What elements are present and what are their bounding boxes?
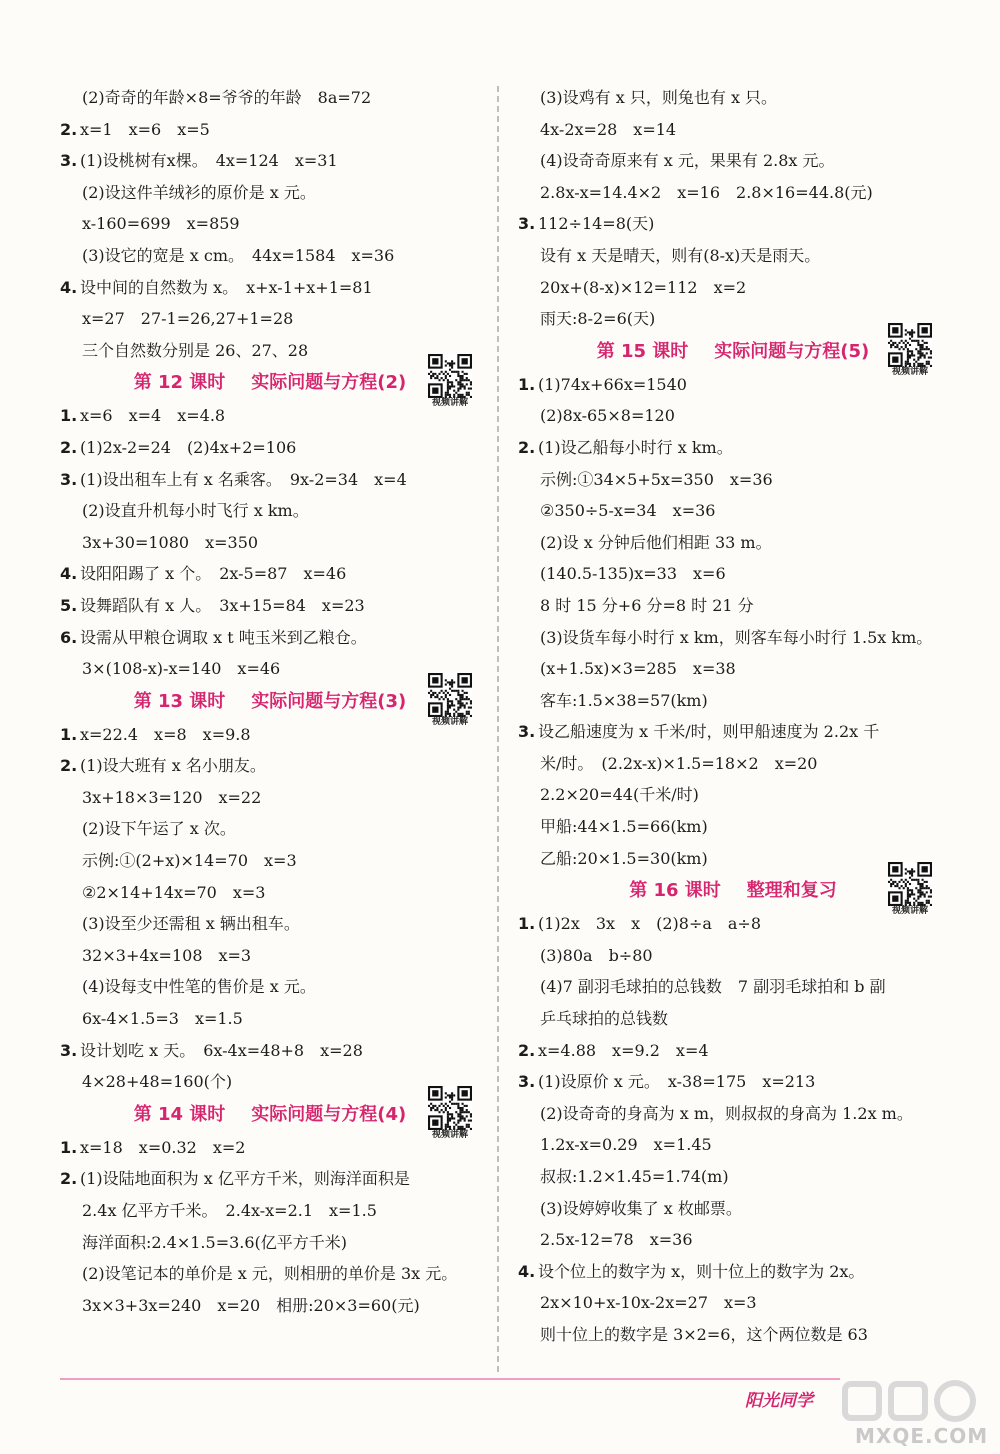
answer-line xyxy=(60,1195,480,1227)
answer-text: 3x+18×3=120 x=22 xyxy=(82,787,262,807)
watermark-text: MXQE.COM xyxy=(855,1424,989,1448)
left-column xyxy=(60,82,480,1321)
answer-line xyxy=(518,527,948,559)
answer-text: 8 时 15 分+6 分=8 时 21 分 xyxy=(540,595,754,615)
answer-text: (1)设大班有 x 名小朋友。 xyxy=(80,756,266,776)
qr-label: 视频讲解 xyxy=(891,906,928,917)
answer-text: (140.5-135)x=33 x=6 xyxy=(540,564,726,584)
answer-text: 20x+(8-x)×12=112 x=2 xyxy=(540,277,747,297)
answer-line xyxy=(518,811,948,843)
answer-text: (1)设原价 x 元。 x-38=175 x=213 xyxy=(538,1072,816,1092)
question-number: 2. xyxy=(60,1169,78,1189)
answer-line xyxy=(518,208,948,240)
answer-text: 海洋面积:2.4×1.5=3.6(亿平方千米) xyxy=(82,1232,348,1252)
question-number: 2. xyxy=(60,119,78,139)
answer-text: (2)设直升机每小时飞行 x km。 xyxy=(82,501,309,521)
answer-line xyxy=(60,335,480,367)
question-number: 1. xyxy=(60,724,78,744)
answer-line xyxy=(60,1035,480,1067)
qr-code-icon xyxy=(428,673,472,717)
answer-line xyxy=(60,400,480,432)
answer-line xyxy=(60,527,480,559)
question-number: 6. xyxy=(60,627,78,647)
answer-line xyxy=(518,464,948,496)
answer-line xyxy=(60,1066,480,1098)
answer-text: ②2×14+14x=70 x=3 xyxy=(82,882,266,902)
answer-line xyxy=(60,208,480,240)
answer-line xyxy=(518,1098,948,1130)
answer-text: (4)设奇奇原来有 x 元，果果有 2.8x 元。 xyxy=(540,151,835,171)
answer-text: 3x×3+3x=240 x=20 相册:20×3=60(元) xyxy=(82,1295,420,1315)
answer-text: 乙船:20×1.5=30(km) xyxy=(540,848,708,868)
answer-text: (2)8x-65×8=120 xyxy=(540,406,675,426)
answer-line xyxy=(518,779,948,811)
answer-line xyxy=(518,653,948,685)
answer-line xyxy=(60,177,480,209)
answer-text: 4×28+48=160(个) xyxy=(82,1072,233,1092)
answer-text: (3)80a b÷80 xyxy=(540,945,653,965)
qr-code-icon xyxy=(428,1086,472,1130)
answer-line xyxy=(518,971,948,1003)
answer-line xyxy=(60,432,480,464)
lesson-heading xyxy=(518,874,948,917)
question-number: 3. xyxy=(60,469,78,489)
answer-line xyxy=(518,145,948,177)
question-number: 3. xyxy=(518,722,536,742)
answer-text: 设乙船速度为 x 千米/时，则甲船速度为 2.2x 千 xyxy=(538,722,880,742)
answer-text: (1)2x 3x x (2)8÷a a÷8 xyxy=(538,914,762,934)
lesson-number: 第 16 课时 xyxy=(629,880,721,902)
question-number: 3. xyxy=(60,1040,78,1060)
answer-text: 设中间的自然数为 x。 x+x-1+x+1=81 xyxy=(80,277,373,297)
answer-line xyxy=(60,653,480,685)
answer-text: x=1 x=6 x=5 xyxy=(80,119,210,139)
answer-text: 客车:1.5×38=57(km) xyxy=(540,690,708,710)
watermark xyxy=(835,1378,995,1448)
answer-line xyxy=(60,464,480,496)
lesson-title: 整理和复习 xyxy=(746,880,837,902)
answer-line xyxy=(60,1163,480,1195)
right-column xyxy=(518,82,948,1351)
qr-label: 视频讲解 xyxy=(431,398,468,409)
answer-text: 2.4x 亿平方千米。 2.4x-x=2.1 x=1.5 xyxy=(82,1201,377,1220)
answer-line xyxy=(60,908,480,940)
lesson-heading xyxy=(60,685,480,727)
qr-label: 视频讲解 xyxy=(891,366,928,377)
answer-line xyxy=(518,1066,948,1098)
answer-text: 示例:①(2+x)×14=70 x=3 xyxy=(82,851,297,871)
answer-line xyxy=(60,272,480,304)
answer-line xyxy=(518,716,948,748)
question-number: 2. xyxy=(60,437,78,457)
answer-line xyxy=(60,782,480,814)
answer-line xyxy=(60,813,480,845)
answer-text: 3x+30=1080 x=350 xyxy=(82,532,259,552)
question-number: 1. xyxy=(60,1137,78,1157)
column-divider xyxy=(497,86,499,1372)
answer-text: 4x-2x=28 x=14 xyxy=(540,119,677,139)
answer-line xyxy=(518,366,948,401)
answer-text: (2)设这件羊绒衫的原价是 x 元。 xyxy=(82,182,316,202)
answer-line xyxy=(60,877,480,909)
lesson-title: 实际问题与方程(5) xyxy=(714,340,870,362)
answer-line xyxy=(518,1193,948,1225)
answer-line xyxy=(60,82,480,114)
answer-line xyxy=(518,1319,948,1351)
answer-text: x=18 x=0.32 x=2 xyxy=(80,1137,246,1157)
answer-line xyxy=(60,558,480,590)
lesson-title: 实际问题与方程(3) xyxy=(251,690,407,712)
answer-text: 6x-4×1.5=3 x=1.5 xyxy=(82,1009,243,1029)
answer-text: 32×3+4x=108 x=3 xyxy=(82,945,252,965)
answer-text: 设有 x 天是晴天，则有(8-x)天是雨天。 xyxy=(540,245,821,265)
answer-line xyxy=(518,590,948,622)
answer-line xyxy=(60,716,480,751)
answer-line xyxy=(60,1290,480,1322)
answer-text: 2.2×20=44(千米/时) xyxy=(540,785,699,805)
answer-text: (3)设货车每小时行 x km，则客车每小时行 1.5x km。 xyxy=(540,627,933,647)
answer-text: (2)设笔记本的单价是 x 元，则相册的单价是 3x 元。 xyxy=(82,1264,458,1284)
answer-text: (1)2x-2=24 (2)4x+2=106 xyxy=(80,437,297,457)
answer-text: 3×(108-x)-x=140 x=46 xyxy=(82,659,281,679)
answer-text: 叔叔:1.2×1.45=1.74(m) xyxy=(540,1167,729,1186)
answer-line xyxy=(518,558,948,590)
answer-text: 设阳阳踢了 x 个。 2x-5=87 x=46 xyxy=(80,564,347,584)
answer-text: (2)奇奇的年龄×8=爷爷的年龄 8a=72 xyxy=(82,88,372,107)
brand-logo: 阳光同学 xyxy=(745,1391,813,1411)
answer-text: (1)设乙船每小时行 x km。 xyxy=(538,437,733,457)
answer-text: (1)74x+66x=1540 xyxy=(538,374,687,394)
question-number: 4. xyxy=(60,277,78,297)
answer-line xyxy=(60,845,480,877)
answer-line xyxy=(518,114,948,146)
answer-line xyxy=(60,145,480,177)
question-number: 3. xyxy=(518,1072,536,1092)
answer-text: (x+1.5x)×3=285 x=38 xyxy=(540,659,736,679)
answer-text: 2.8x-x=14.4×2 x=16 2.8×16=44.8(元) xyxy=(540,182,873,202)
answer-text: 1.2x-x=0.29 x=1.45 xyxy=(540,1135,712,1155)
answer-line xyxy=(60,750,480,782)
answer-line xyxy=(518,1161,948,1193)
answer-line xyxy=(518,400,948,432)
question-number: 3. xyxy=(518,214,536,234)
answer-text: x=22.4 x=8 x=9.8 xyxy=(80,724,251,744)
question-number: 5. xyxy=(60,595,78,615)
answer-text: 米/时。 (2.2x-x)×1.5=18×2 x=20 xyxy=(540,753,818,773)
question-number: 1. xyxy=(518,914,536,934)
answer-line xyxy=(518,495,948,527)
question-number: 1. xyxy=(518,374,536,394)
question-number: 1. xyxy=(60,406,78,426)
answer-line xyxy=(518,748,948,780)
qr-label: 视频讲解 xyxy=(431,1129,468,1140)
answer-text: 设舞蹈队有 x 人。 3x+15=84 x=23 xyxy=(80,595,365,615)
answer-line xyxy=(60,240,480,272)
answer-text: 112÷14=8(天) xyxy=(538,214,655,234)
answer-text: 乒乓球拍的总钱数 xyxy=(540,1009,669,1029)
answer-text: (4)设每支中性笔的售价是 x 元。 xyxy=(82,977,316,997)
answer-line xyxy=(60,940,480,972)
qr-label: 视频讲解 xyxy=(431,716,468,727)
lesson-number: 第 14 课时 xyxy=(133,1103,226,1125)
answer-text: (3)设鸡有 x 只，则兔也有 x 只。 xyxy=(540,88,778,107)
answer-line xyxy=(60,622,480,654)
answer-line xyxy=(60,590,480,622)
lesson-heading xyxy=(518,335,948,377)
answer-line xyxy=(518,622,948,654)
answer-text: (1)设出租车上有 x 名乘客。 9x-2=34 x=4 xyxy=(80,469,407,489)
question-number: 4. xyxy=(518,1261,536,1281)
question-number: 4. xyxy=(60,564,78,584)
lesson-number: 第 12 课时 xyxy=(133,372,226,394)
watermark-seal-icon xyxy=(835,1378,985,1428)
answer-line xyxy=(518,1035,948,1067)
answer-line xyxy=(518,177,948,209)
answer-text: 2.5x-12=78 x=36 xyxy=(540,1230,693,1250)
question-number: 2. xyxy=(60,756,78,776)
qr-code-icon xyxy=(888,323,932,367)
answer-line xyxy=(60,971,480,1003)
lesson-heading xyxy=(60,366,480,409)
answer-line xyxy=(518,432,948,464)
answer-text: (3)设它的宽是 x cm。 44x=1584 x=36 xyxy=(82,245,395,265)
answer-text: ②350÷5-x=34 x=36 xyxy=(540,501,716,521)
answer-line xyxy=(60,303,480,335)
answer-line xyxy=(518,685,948,717)
answer-text: (2)设 x 分钟后他们相距 33 m。 xyxy=(540,532,772,552)
answer-text: 雨天:8-2=6(天) xyxy=(540,309,656,329)
answer-text: (3)设至少还需租 x 辆出租车。 xyxy=(82,914,300,934)
answer-text: x-160=699 x=859 xyxy=(82,214,240,234)
answer-text: 则十位上的数字是 3×2=6，这个两位数是 63 xyxy=(540,1324,868,1344)
question-number: 2. xyxy=(518,437,536,457)
answer-line xyxy=(60,1003,480,1035)
answer-text: (2)设奇奇的身高为 x m，则叔叔的身高为 1.2x m。 xyxy=(540,1103,913,1123)
lesson-number: 第 15 课时 xyxy=(596,340,689,362)
answer-line xyxy=(518,240,948,272)
answer-line xyxy=(518,82,948,114)
answer-line xyxy=(518,1287,948,1319)
answer-text: 设需从甲粮仓调取 x t 吨玉米到乙粮仓。 xyxy=(80,627,367,647)
answer-line xyxy=(60,114,480,146)
answer-text: 示例:①34×5+5x=350 x=36 xyxy=(540,469,773,489)
answer-line xyxy=(60,495,480,527)
answer-line xyxy=(518,272,948,304)
lesson-title: 实际问题与方程(2) xyxy=(251,372,407,394)
qr-code-icon xyxy=(888,862,932,906)
answer-text: (3)设婷婷收集了 x 枚邮票。 xyxy=(540,1198,742,1218)
answer-line xyxy=(518,1003,948,1035)
answer-text: x=27 27-1=26,27+1=28 xyxy=(82,309,294,329)
answer-text: (1)设桃树有x棵。 4x=124 x=31 xyxy=(80,151,338,171)
answer-text: 设计划吃 x 天。 6x-4x=48+8 x=28 xyxy=(80,1040,363,1060)
answer-text: 甲船:44×1.5=66(km) xyxy=(540,817,708,837)
lesson-number: 第 13 课时 xyxy=(133,690,226,712)
answer-line xyxy=(60,1227,480,1259)
lesson-heading xyxy=(60,1098,480,1140)
answer-line xyxy=(60,1129,480,1164)
lesson-title: 实际问题与方程(4) xyxy=(251,1103,407,1125)
answer-text: 2x×10+x-10x-2x=27 x=3 xyxy=(540,1293,757,1313)
answer-text: x=4.88 x=9.2 x=4 xyxy=(538,1040,709,1060)
answer-line xyxy=(518,940,948,972)
footer-line xyxy=(60,1378,840,1380)
answer-text: x=6 x=4 x=4.8 xyxy=(80,406,226,426)
question-number: 2. xyxy=(518,1040,536,1060)
answer-text: 设个位上的数字为 x，则十位上的数字为 2x。 xyxy=(538,1261,865,1281)
answer-line xyxy=(518,1256,948,1288)
answer-line xyxy=(518,1129,948,1161)
qr-code-icon xyxy=(428,354,472,398)
answer-text: (4)7 副羽毛球拍的总钱数 7 副羽毛球拍和 b 副 xyxy=(540,977,886,997)
answer-line xyxy=(518,1224,948,1256)
answer-text: 三个自然数分别是 26、27、28 xyxy=(82,340,309,360)
answer-line xyxy=(518,908,948,940)
answer-text: (1)设陆地面积为 x 亿平方千米，则海洋面积是 xyxy=(80,1169,410,1189)
answer-line xyxy=(60,1258,480,1290)
question-number: 3. xyxy=(60,151,78,171)
answer-text: (2)设下午运了 x 次。 xyxy=(82,819,236,839)
